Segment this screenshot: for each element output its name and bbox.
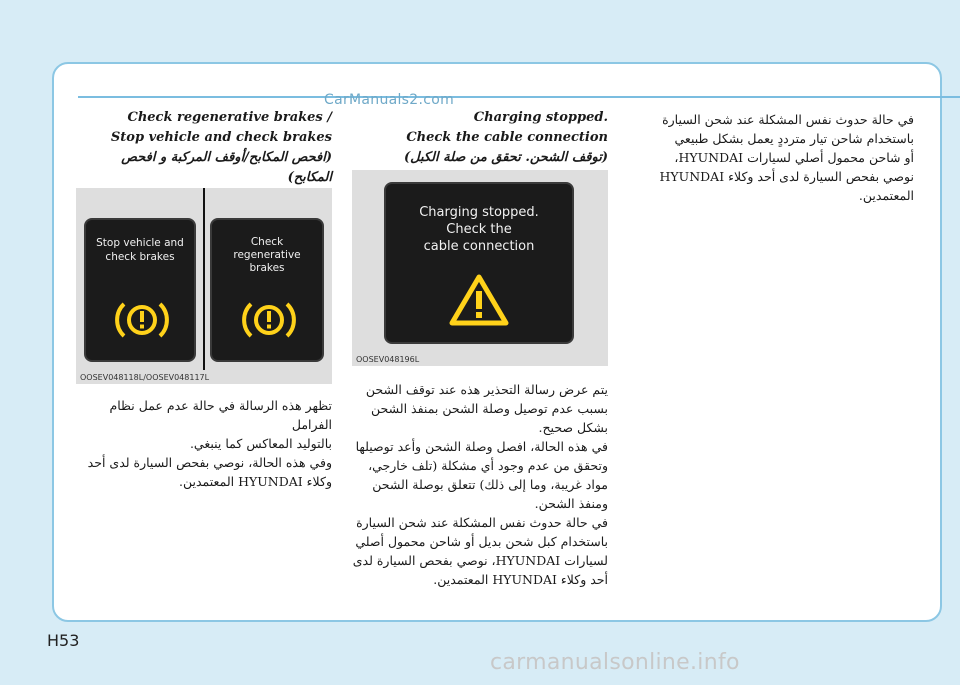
heading-en-2: Stop vehicle and check brakes bbox=[110, 130, 332, 145]
col-middle-body bbox=[352, 380, 608, 589]
paragraph-line: في حالة حدوث نفس المشكلة عند شحن السيارة bbox=[662, 112, 914, 127]
heading-ar-1: (افحص المكابح/أوقف المركبة و افحص bbox=[121, 150, 332, 165]
col-middle-heading bbox=[352, 108, 608, 168]
figure-charging-stopped bbox=[352, 170, 608, 366]
col-left-heading bbox=[76, 108, 332, 188]
watermark-top: CarManuals2.com bbox=[324, 92, 455, 108]
paragraph-line: أحد وكلاء HYUNDAI المعتمدين. bbox=[433, 572, 608, 587]
cluster-screen bbox=[384, 182, 574, 344]
cluster-screen-left bbox=[84, 218, 196, 362]
page-number: H53 bbox=[47, 631, 80, 650]
paragraph-line: يتم عرض رسالة التحذير هذه عند توقف الشحن bbox=[365, 382, 608, 397]
paragraph-line: وكلاء HYUNDAI المعتمدين. bbox=[179, 474, 332, 489]
paragraph-line: بالتوليد المعاكس كما ينبغي. bbox=[189, 436, 332, 451]
paragraph-line: المعتمدين. bbox=[858, 188, 914, 203]
paragraph-line: بشكل صحيح. bbox=[538, 420, 608, 435]
paragraph-line: مواد غريبة، وما إلى ذلك) تتعلق بوصلة الشحن bbox=[372, 477, 608, 492]
screen-message-left: Stop vehicle and check brakes bbox=[96, 237, 184, 263]
heading-ar: (توقف الشحن. تحقق من صلة الكبل) bbox=[403, 150, 608, 165]
heading-ar-2: المكابح) bbox=[287, 170, 332, 185]
paragraph-line: في هذه الحالة، افصل وصلة الشحن وأعد توصيلها bbox=[355, 439, 608, 454]
paragraph-line: ومنفذ الشحن. bbox=[534, 496, 608, 511]
paragraph-line: وفي هذه الحالة، نوصي بفحص السيارة لدى أحد bbox=[87, 455, 332, 470]
paragraph-line: وتحقق من عدم وجود أي مشكلة (تلف خارجي، bbox=[368, 458, 608, 473]
figure-divider bbox=[203, 188, 205, 370]
paragraph-line: نوصي بفحص السيارة لدى أحد وكلاء HYUNDAI bbox=[659, 169, 914, 184]
brake-warning-icon bbox=[239, 296, 299, 344]
heading-en-1: Charging stopped. bbox=[473, 110, 608, 125]
paragraph-line: بسبب عدم توصيل وصلة الشحن بمنفذ الشحن bbox=[371, 401, 608, 416]
cluster-screen-right bbox=[210, 218, 324, 362]
watermark-footer: carmanualsonline.info bbox=[490, 650, 740, 675]
screen-message: Charging stopped. Check the cable connection bbox=[419, 205, 539, 254]
paragraph-line: باستخدام كبل شحن بديل أو شاحن محمول أصلي bbox=[355, 534, 608, 549]
figure-caption: OOSEV048118L/OOSEV048117L bbox=[80, 373, 210, 382]
warning-triangle-icon bbox=[449, 274, 509, 326]
paragraph-line: لسيارات HYUNDAI، نوصي بفحص السيارة لدى bbox=[352, 553, 608, 568]
paragraph-line: باستخدام شاحن تيار مترددٍ يعمل بشكل طبيعي bbox=[674, 131, 914, 146]
paragraph-line: أو شاحن محمول أصلي لسيارات HYUNDAI، bbox=[674, 150, 914, 165]
paragraph-line: تظهر هذه الرسالة في حالة عدم عمل نظام الفرامل bbox=[109, 398, 332, 432]
col-right-body bbox=[626, 110, 914, 205]
figure-caption: OOSEV048196L bbox=[356, 355, 420, 364]
screen-message-right: Check regenerative brakes bbox=[233, 236, 301, 274]
col-left-body bbox=[76, 396, 332, 491]
heading-en-2: Check the cable connection bbox=[406, 130, 608, 145]
paragraph-line: في حالة حدوث نفس المشكلة عند شحن السيارة bbox=[356, 515, 608, 530]
header-rule bbox=[78, 96, 960, 98]
heading-en-1: Check regenerative brakes / bbox=[127, 110, 332, 125]
brake-warning-icon bbox=[112, 296, 172, 344]
figure-brake-warnings bbox=[76, 188, 332, 384]
